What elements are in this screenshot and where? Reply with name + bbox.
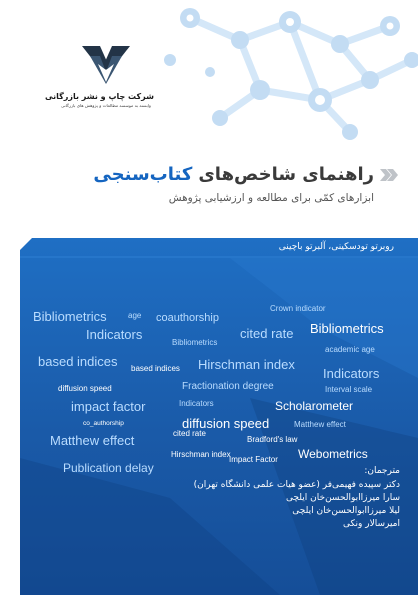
word-cloud-term: Hirschman index: [198, 357, 295, 372]
title-accent: کتاب‌سنجی: [93, 164, 193, 185]
double-chevron-icon: [380, 167, 398, 183]
word-cloud-term: based indices: [38, 354, 118, 369]
word-cloud-term: based indices: [131, 364, 180, 373]
book-subtitle: ابزارهای کمّی برای مطالعه و ارزشیابی پژوهش: [168, 192, 374, 204]
word-cloud-term: Matthew effect: [50, 433, 135, 448]
publisher-tagline: وابسته به موسسه مطالعات و پژوهش های بازرگانی: [61, 103, 151, 108]
title-main: راهنمای شاخص‌های: [198, 164, 374, 185]
word-cloud-term: Bibliometrics: [310, 321, 384, 336]
word-cloud-term: Bradford's law: [247, 435, 298, 444]
word-cloud-term: Impact Factor: [229, 455, 278, 464]
logo-mark-icon: [78, 42, 134, 88]
translator-name: سارا میرزاابوالحسن‌خان ایلچی: [286, 493, 400, 503]
word-cloud-panel: [20, 238, 418, 595]
word-cloud-term: co_authorship: [83, 420, 124, 427]
word-cloud-term: Bibliometrics: [33, 309, 107, 324]
publisher-name: شرکت چاپ و نشر بازرگانی: [45, 92, 154, 101]
word-cloud-term: Indicators: [86, 327, 143, 342]
word-cloud-term: Hirschman index: [171, 450, 231, 459]
translator-name: لیلا میرزاابوالحسن‌خان ایلچی: [292, 506, 400, 516]
translator-name: دکتر سپیده فهیمی‌فر (عضو هیات علمی دانشگاه تهران): [193, 480, 400, 490]
book-title: [93, 164, 398, 185]
word-cloud-term: Webometrics: [298, 447, 368, 461]
word-cloud-term: impact factor: [71, 399, 146, 414]
word-cloud-term: age: [128, 311, 142, 320]
word-cloud-term: Matthew effect: [294, 420, 346, 429]
network-decoration: [150, 0, 418, 140]
translator-name: امیرسالار ونکی: [343, 519, 400, 529]
word-cloud-term: cited rate: [240, 326, 294, 341]
authors: روبرتو تودسکینی، آلبرتو باچینی: [278, 242, 394, 252]
publisher-logo: [45, 42, 154, 108]
word-cloud-term: diffusion speed: [58, 384, 112, 393]
word-cloud-term: Bibliometrics: [172, 338, 218, 347]
word-cloud-term: Scholarometer: [275, 399, 354, 413]
word-cloud-term: Fractionation degree: [182, 381, 274, 392]
word-cloud-term: Interval scale: [325, 385, 373, 394]
word-cloud-term: cited rate: [173, 429, 206, 438]
word-cloud-term: Crown indicator: [270, 304, 326, 313]
word-cloud-term: academic age: [325, 345, 375, 354]
word-cloud-term: coauthorship: [156, 312, 219, 324]
word-cloud-term: Indicators: [323, 366, 380, 381]
translators-label: مترجمان:: [364, 466, 400, 476]
translators: [194, 466, 400, 531]
word-cloud-term: Publication delay: [63, 461, 154, 475]
word-cloud-term: Indicators: [179, 399, 214, 408]
word-cloud-term: diffusion speed: [182, 416, 270, 431]
